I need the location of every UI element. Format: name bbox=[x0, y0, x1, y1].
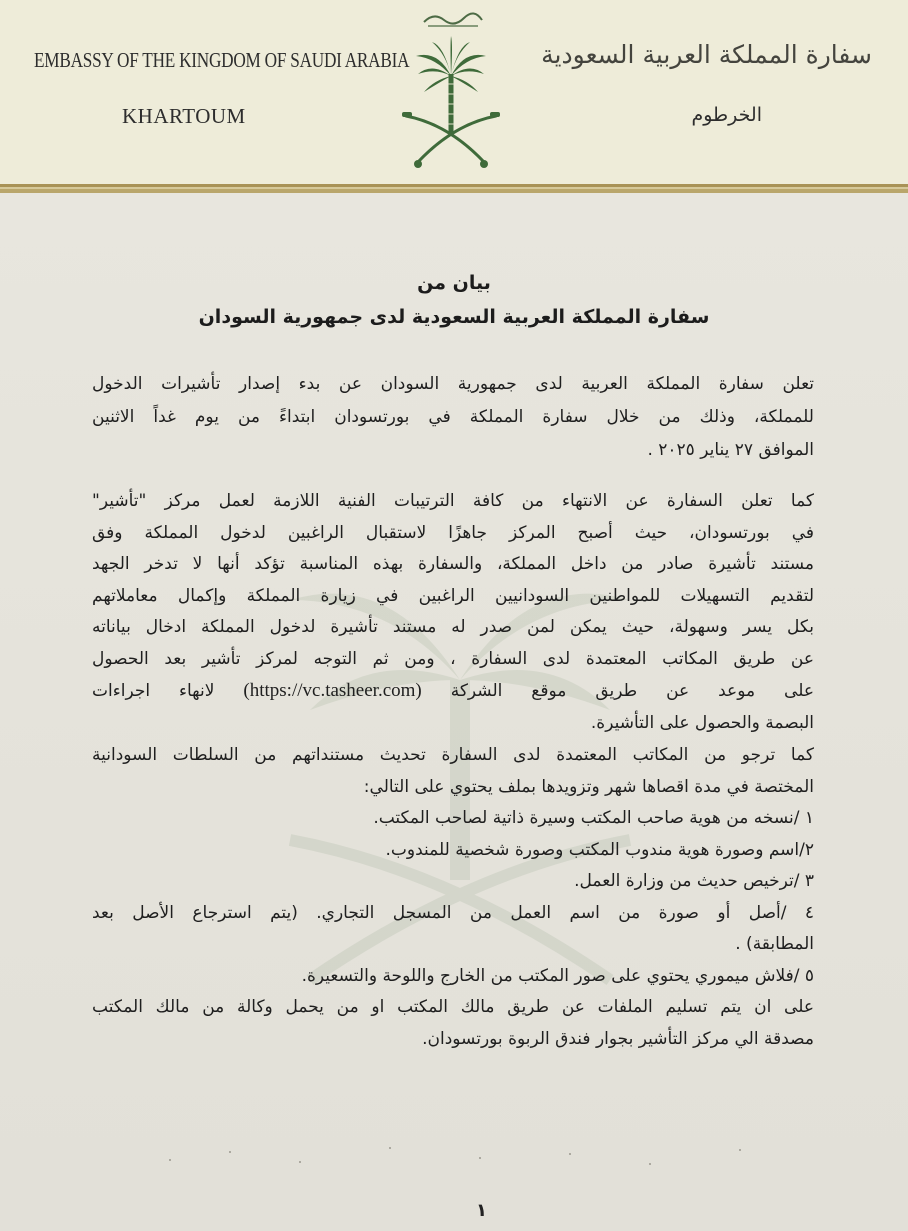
heading-line-2: سفارة المملكة العربية السعودية لدى جمهورية السودان bbox=[198, 306, 710, 328]
text-fragment: على موعد عن طريق موقع الشركة bbox=[450, 681, 814, 701]
text-line: على ان يتم تسليم الملفات عن طريق مالك المكتب او من يحمل وكالة من مالك المكتب bbox=[92, 997, 814, 1017]
page-number: ١ bbox=[476, 1200, 487, 1221]
embassy-name-arabic: سفارة المملكة العربية السعودية bbox=[541, 40, 872, 69]
text-line: كما تعلن السفارة عن الانتهاء من كافة الترتيبات الفنية اللازمة لعمل مركز "تأشير" bbox=[92, 491, 814, 511]
paragraph-tasheer-center bbox=[92, 486, 814, 739]
city-name-arabic: الخرطوم bbox=[691, 104, 762, 126]
list-item: ٤ /أصل أو صورة من اسم العمل من المسجل التجاري. (يتم استرجاع الأصل بعد bbox=[92, 902, 814, 923]
list-item: ٣ /ترخيص حديث من وزارة العمل. bbox=[574, 871, 814, 891]
embassy-name-english: EMBASSY OF THE KINGDOM OF SAUDI ARABIA bbox=[34, 48, 410, 72]
text-line: للمملكة، وذلك من خلال سفارة المملكة في بورتسودان ابتداءً من يوم غداً الاثنين bbox=[92, 407, 814, 427]
text-fragment: لانهاء اجراءات bbox=[92, 681, 215, 701]
text-line: الموافق ٢٧ يناير ٢٠٢٥ . bbox=[647, 440, 814, 460]
text-line: عن طريق المكاتب المعتمدة لدى السفارة ، ومن ثم التوجه لمركز تأشير بعد الحصول bbox=[92, 648, 814, 669]
text-line: في بورتسودان، حيث أصبح المركز جاهزًا لاستقبال الراغبين لدخول المملكة وفق bbox=[92, 522, 814, 543]
paragraph-announcement bbox=[92, 368, 814, 467]
letterhead bbox=[0, 0, 908, 186]
list-item: ١ /نسخه من هوية صاحب المكتب وسيرة ذاتية لصاحب المكتب. bbox=[373, 808, 814, 828]
text-line: مستند تأشيرة صادر من داخل المملكة، والسفارة بهذه المناسبة تؤكد أنها لا تدخر الجهد bbox=[92, 554, 814, 574]
text-line: تعلن سفارة المملكة العربية لدى جمهورية السودان عن بدء إصدار تأشيرات الدخول bbox=[92, 374, 814, 394]
text-line: لتقديم التسهيلات للمواطنين السودانيين الراغبين في زيارة المملكة وإكمال معاملاتهم bbox=[92, 585, 814, 606]
text-line: المختصة في مدة اقصاها شهر وتزويدها بملف يحتوي على التالي: bbox=[363, 776, 814, 797]
list-item: ٢/اسم وصورة هوية مندوب المكتب وصورة شخصية للمندوب. bbox=[385, 839, 814, 860]
gold-divider-lower bbox=[0, 189, 908, 193]
city-name-english: KHARTOUM bbox=[122, 104, 246, 128]
scan-specks bbox=[150, 1140, 790, 1170]
text-line: بكل يسر وسهولة، حيث يمكن لمن صدر له مستند تأشيرة لدخول المملكة ادخال بياناته bbox=[92, 617, 814, 637]
text-line-with-link bbox=[92, 675, 814, 708]
paragraph-offices-requirements bbox=[92, 740, 814, 1055]
text-line: مصدقة الي مركز التأشير بجوار فندق الربوة بورتسودان. bbox=[422, 1028, 814, 1049]
heading-line-1: بيان من bbox=[417, 272, 491, 294]
text-line: كما ترجو من المكاتب المعتمدة لدى السفارة تحديث مستنداتهم من السلطات السودانية bbox=[92, 745, 814, 765]
list-item: ٥ /فلاش ميموري يحتوي على صور المكتب من الخارج واللوحة والتسعيرة. bbox=[301, 965, 814, 986]
list-item-continuation: المطابقة) . bbox=[735, 934, 814, 954]
website-link[interactable]: (https://vc.tasheer.com) bbox=[243, 680, 422, 701]
saudi-emblem-icon bbox=[398, 4, 504, 180]
text-line: البصمة والحصول على التأشيرة. bbox=[590, 712, 814, 733]
